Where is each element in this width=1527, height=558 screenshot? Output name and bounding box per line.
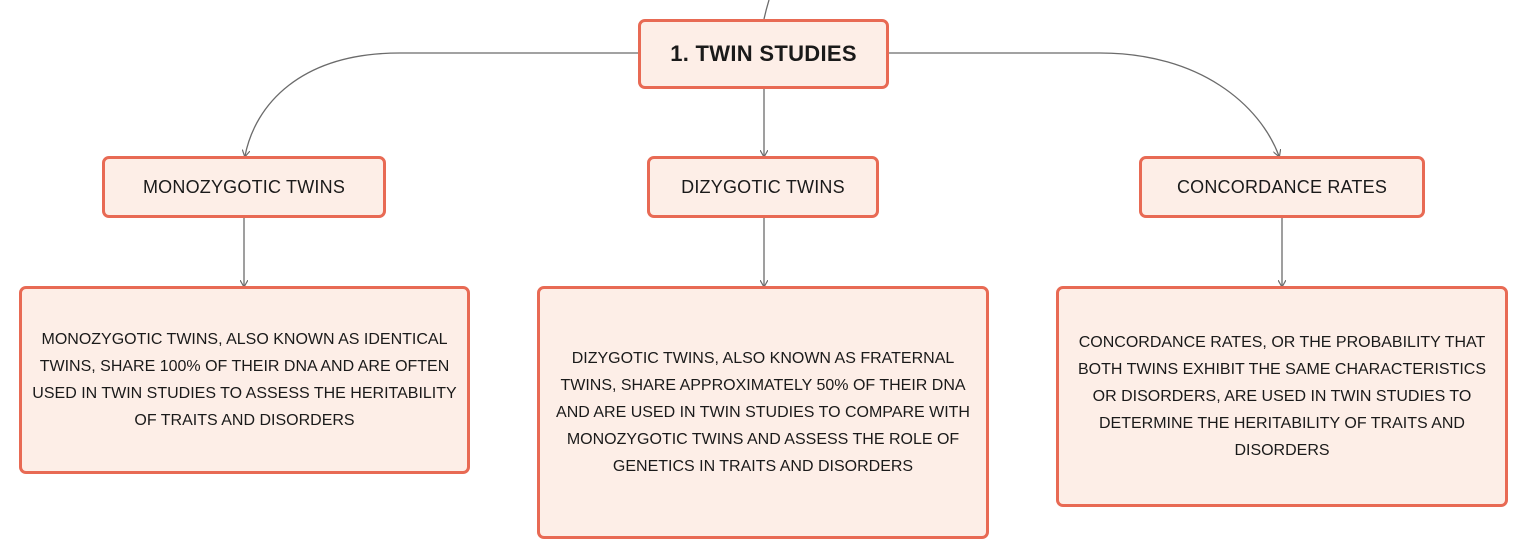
branch-node-dizygotic-twins[interactable] xyxy=(647,156,879,218)
branch-node-monozygotic-twins[interactable] xyxy=(102,156,386,218)
root-node[interactable] xyxy=(638,19,889,89)
leaf-node-dizygotic-description[interactable] xyxy=(537,286,989,539)
branch-node-label: CONCORDANCE RATES xyxy=(1176,176,1388,197)
leaf-node-concordance-description[interactable] xyxy=(1056,286,1508,507)
leaf-node-text: MONOZYGOTIC TWINS, ALSO KNOWN AS IDENTICAL TWINS, SHARE 100% OF THEIR DNA AND ARE OFTEN USED IN TWIN STUDIES TO ASSESS THE HERITABILITY OF TRAITS AND DISORDERS xyxy=(32,331,457,429)
branch-node-concordance-rates[interactable] xyxy=(1139,156,1425,218)
leaf-node-text: CONCORDANCE RATES, OR THE PROBABILITY THAT BOTH TWINS EXHIBIT THE SAME CHARACTERISTICS OR DISORDERS, ARE USED IN TWIN STUDIES TO DETERMINE THE HERITABILITY OF TRAITS AND DISORDERS xyxy=(1077,334,1487,459)
connector-root-to-monozygotic xyxy=(245,53,639,156)
root-node-label: 1. TWIN STUDIES xyxy=(670,41,857,66)
incoming-connector xyxy=(764,0,769,19)
leaf-node-monozygotic-description[interactable] xyxy=(19,286,470,474)
connector-root-to-concordance xyxy=(888,53,1279,156)
branch-node-label: MONOZYGOTIC TWINS xyxy=(142,176,346,197)
branch-node-label: DIZYGOTIC TWINS xyxy=(681,176,845,197)
leaf-node-text: DIZYGOTIC TWINS, ALSO KNOWN AS FRATERNAL TWINS, SHARE APPROXIMATELY 50% OF THEIR DNA AND ARE USED IN TWIN STUDIES TO COMPARE WITH MONOZYGOTIC TWINS AND ASSESS THE ROLE OF GENETICS IN TRAITS AND DISORDERS xyxy=(556,350,970,475)
